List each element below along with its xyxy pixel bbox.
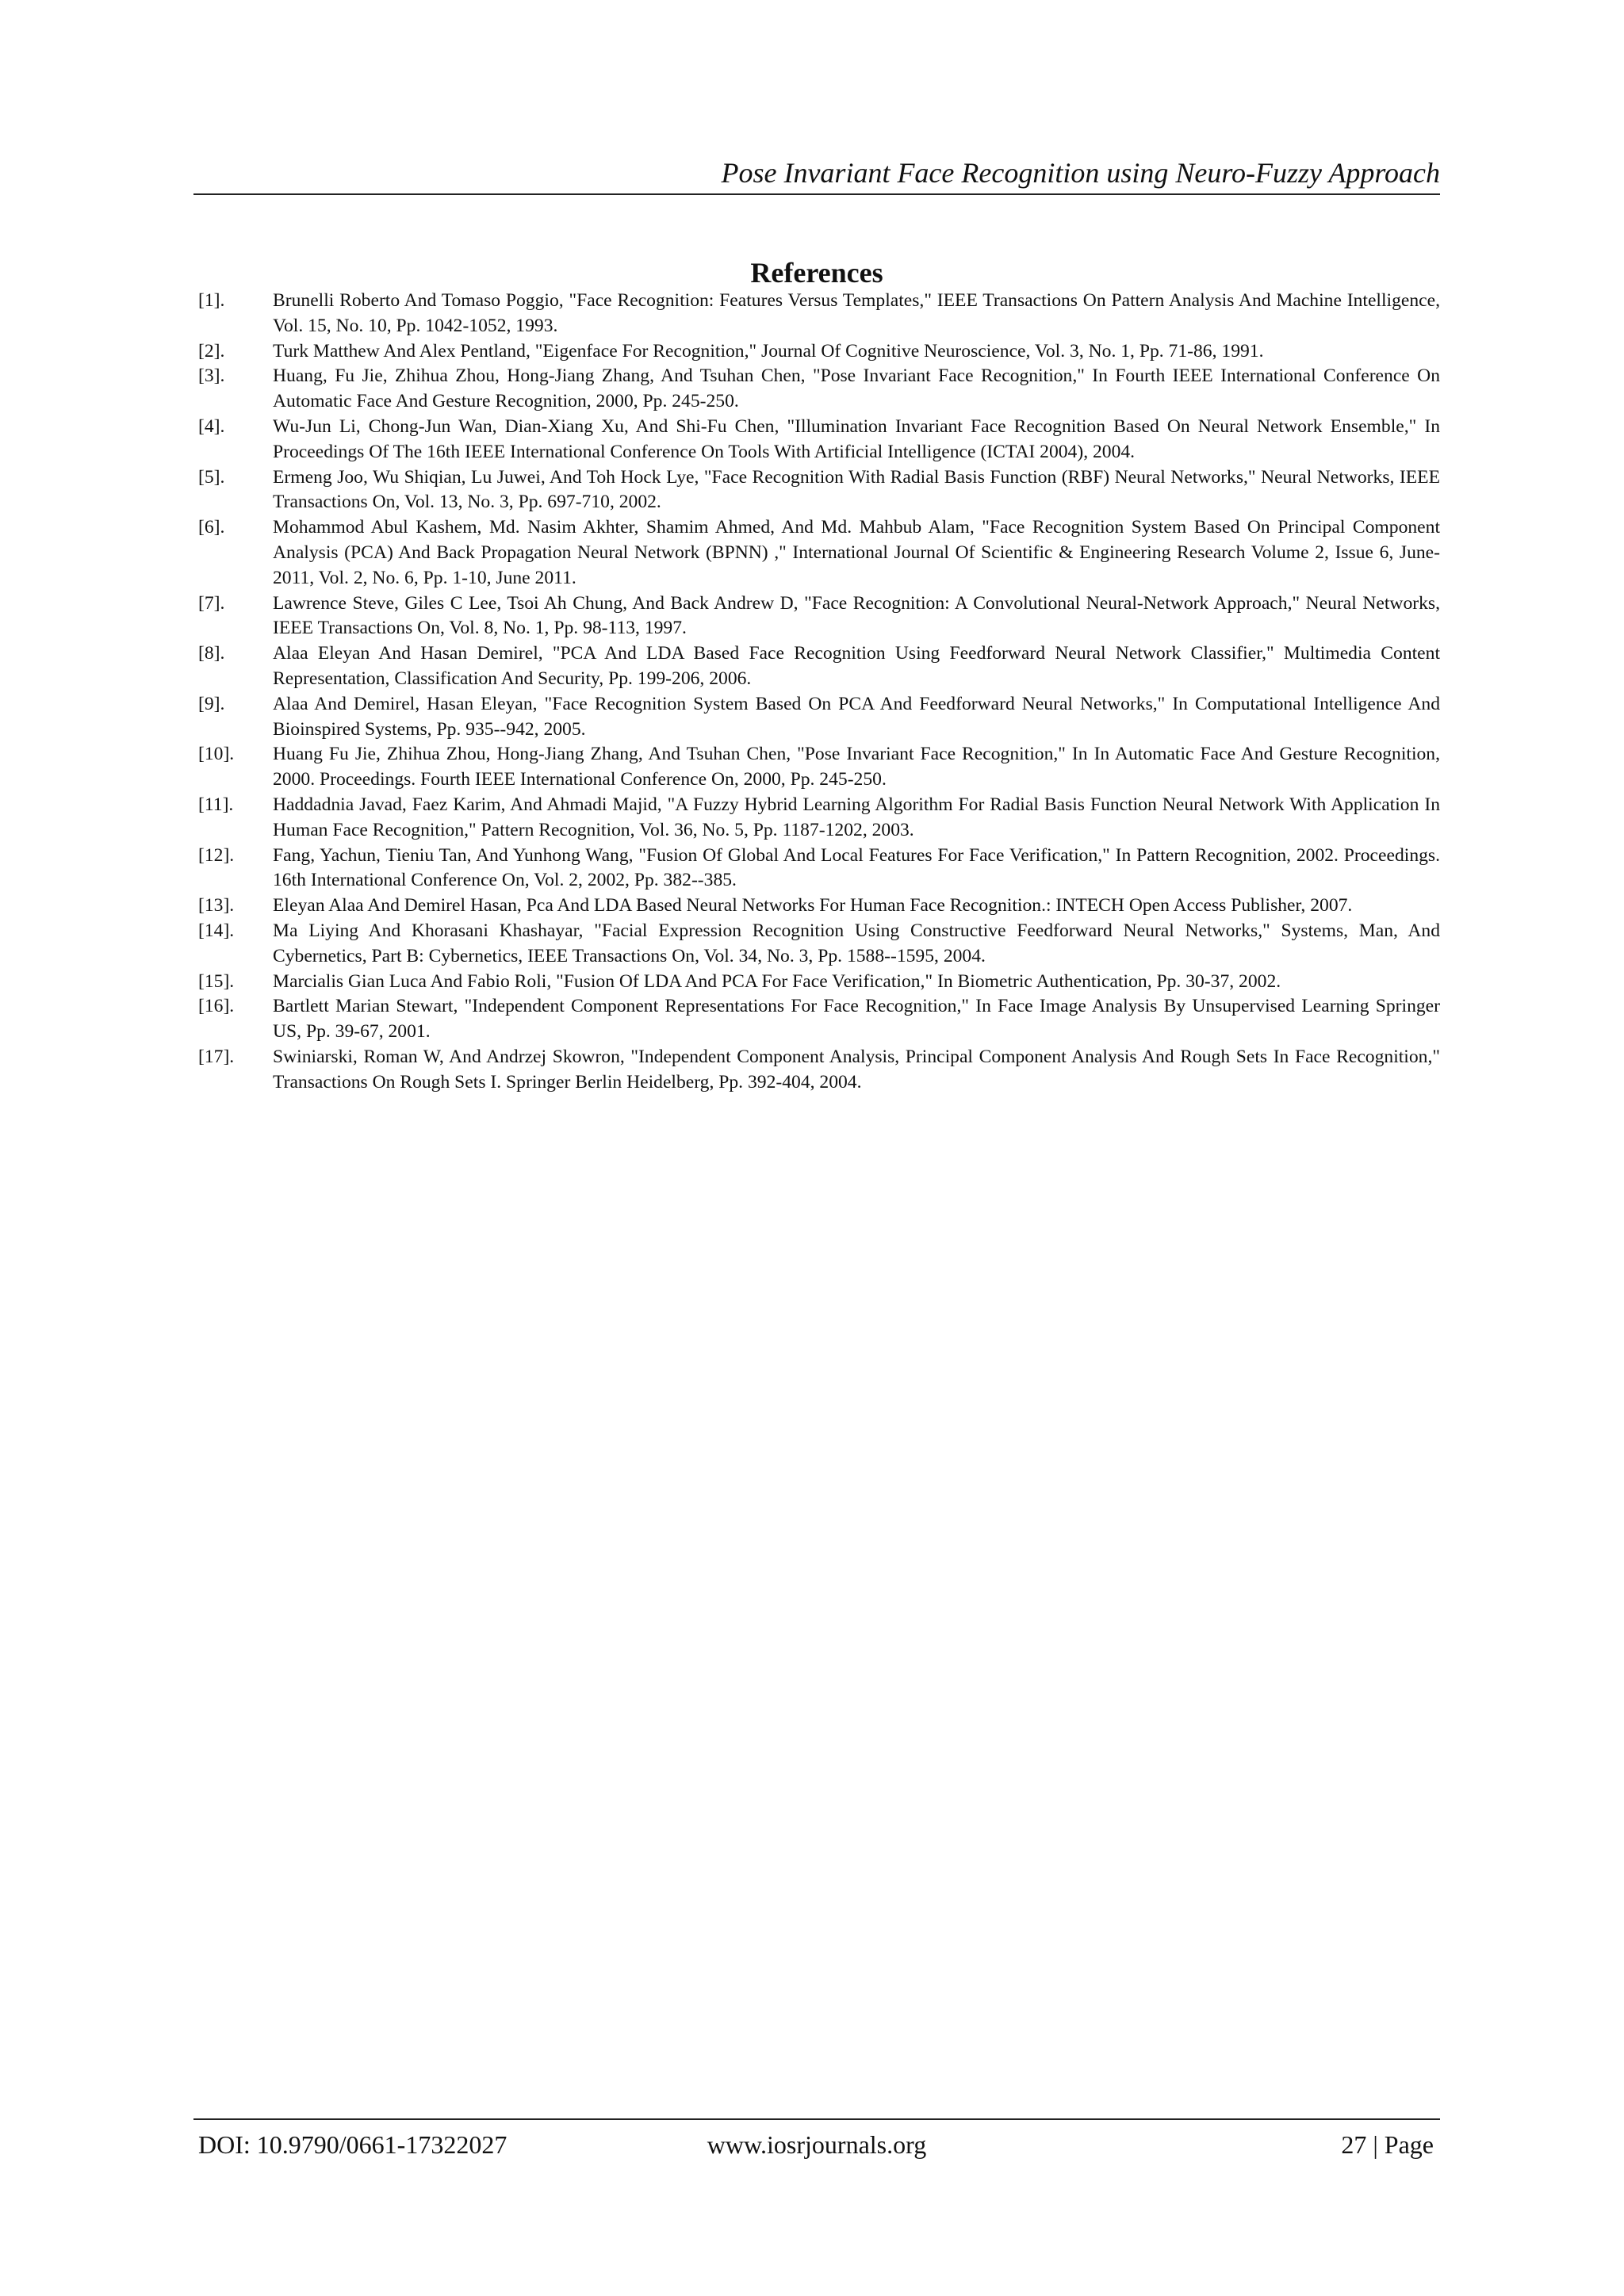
footer-website: www.iosrjournals.org	[707, 2130, 927, 2159]
reference-number: [13].	[198, 895, 235, 916]
reference-text: Swiniarski, Roman W, And Andrzej Skowron, "Independent Component Analysis, Principal Component Analysis And Rough Sets In Face Recognition," Transactions On Rough Sets I. Springer Berlin Heidelberg, Pp. 392-404, 2004.	[273, 1046, 1440, 1093]
reference-item	[198, 339, 1440, 365]
footer-doi: DOI: 10.9790/0661-17322027	[198, 2130, 508, 2159]
reference-item	[198, 465, 1440, 516]
reference-number: [9].	[198, 693, 225, 714]
reference-text: Marcialis Gian Luca And Fabio Roli, "Fusion Of LDA And PCA For Face Verification," In Biometric Authentication, Pp. 30-37, 2002.	[273, 970, 1281, 992]
reference-text: Eleyan Alaa And Demirel Hasan, Pca And LDA Based Neural Networks For Human Face Recognition.: INTECH Open Access Publisher, 2007.	[273, 895, 1353, 916]
reference-number: [3].	[198, 365, 225, 387]
footer-page-number: 27 | Page	[1341, 2130, 1434, 2159]
reference-text: Haddadnia Javad, Faez Karim, And Ahmadi Majid, "A Fuzzy Hybrid Learning Algorithm For Radial Basis Function Neural Network With Application In Human Face Recognition," Pattern Recognition, Vol. 36, No. 5, Pp. 1187-1202, 2003.	[273, 794, 1440, 840]
reference-number: [5].	[198, 466, 225, 488]
reference-item	[198, 289, 1440, 339]
reference-number: [1].	[198, 290, 225, 311]
reference-number: [7].	[198, 592, 225, 614]
reference-text: Mohammod Abul Kashem, Md. Nasim Akhter, Shamim Ahmed, And Md. Mahbub Alam, "Face Recognition System Based On Principal Component Analysis (PCA) And Back Propagation Neural Network (BPNN) ," International Journal Of Scientific & Engineering Research Volume 2, Issue 6, June-2011, Vol. 2, No. 6, Pp. 1-10, June 2011.	[273, 517, 1440, 588]
reference-item	[198, 844, 1440, 894]
reference-number: [6].	[198, 517, 225, 538]
reference-text: Alaa Eleyan And Hasan Demirel, "PCA And LDA Based Face Recognition Using Feedforward Neural Network Classifier," Multimedia Content Representation, Classification And Security, Pp. 199-206, 2006.	[273, 643, 1440, 689]
reference-number: [11].	[198, 794, 234, 815]
reference-text: Lawrence Steve, Giles C Lee, Tsoi Ah Chung, And Back Andrew D, "Face Recognition: A Convolutional Neural-Network Approach," Neural Networks, IEEE Transactions On, Vol. 8, No. 1, Pp. 98-113, 1997.	[273, 592, 1440, 639]
reference-item	[198, 970, 1440, 995]
references-heading: References	[750, 257, 883, 289]
reference-number: [14].	[198, 920, 235, 941]
reference-text: Ma Liying And Khorasani Khashayar, "Facial Expression Recognition Using Constructive Feedforward Neural Networks," Systems, Man, And Cybernetics, Part B: Cybernetics, IEEE Transactions On, Vol. 34, No. 3, Pp. 1588--1595, 2004.	[273, 920, 1440, 966]
reference-text: Wu-Jun Li, Chong-Jun Wan, Dian-Xiang Xu, And Shi-Fu Chen, "Illumination Invariant Face Recognition Based On Neural Network Ensemble," In Proceedings Of The 16th IEEE International Conference On Tools With Artificial Intelligence (ICTAI 2004), 2004.	[273, 415, 1440, 462]
reference-number: [4].	[198, 415, 225, 437]
reference-text: Bartlett Marian Stewart, "Independent Component Representations For Face Recognition," In Face Image Analysis By Unsupervised Learning Springer US, Pp. 39-67, 2001.	[273, 996, 1440, 1043]
reference-item	[198, 919, 1440, 970]
reference-number: [10].	[198, 744, 235, 765]
reference-item	[198, 591, 1440, 642]
running-header	[193, 155, 1440, 195]
reference-number: [15].	[198, 970, 235, 992]
running-title: Pose Invariant Face Recognition using Neuro-Fuzzy Approach	[721, 157, 1440, 189]
reference-item	[198, 994, 1440, 1045]
reference-number: [8].	[198, 643, 225, 664]
reference-item	[198, 894, 1440, 919]
reference-item	[198, 515, 1440, 591]
reference-item	[198, 415, 1440, 465]
page-footer	[193, 2118, 1440, 2161]
reference-text: Fang, Yachun, Tieniu Tan, And Yunhong Wang, "Fusion Of Global And Local Features For Face Verification," In Pattern Recognition, 2002. Proceedings. 16th International Conference On, Vol. 2, 2002, Pp. 382--385.	[273, 844, 1440, 891]
reference-number: [17].	[198, 1046, 235, 1067]
reference-text: Huang Fu Jie, Zhihua Zhou, Hong-Jiang Zhang, And Tsuhan Chen, "Pose Invariant Face Recognition," In In Automatic Face And Gesture Recognition, 2000. Proceedings. Fourth IEEE International Conference On, 2000, Pp. 245-250.	[273, 744, 1440, 790]
reference-text: Turk Matthew And Alex Pentland, "Eigenface For Recognition," Journal Of Cognitive Neuroscience, Vol. 3, No. 1, Pp. 71-86, 1991.	[273, 340, 1264, 362]
reference-text: Alaa And Demirel, Hasan Eleyan, "Face Recognition System Based On PCA And Feedforward Neural Networks," In Computational Intelligence And Bioinspired Systems, Pp. 935--942, 2005.	[273, 693, 1440, 740]
reference-item	[198, 742, 1440, 793]
reference-item	[198, 793, 1440, 844]
reference-item	[198, 692, 1440, 743]
reference-list	[198, 289, 1440, 1096]
reference-number: [12].	[198, 844, 235, 866]
reference-number: [16].	[198, 996, 235, 1017]
reference-text: Ermeng Joo, Wu Shiqian, Lu Juwei, And Toh Hock Lye, "Face Recognition With Radial Basis Function (RBF) Neural Networks," Neural Networks, IEEE Transactions On, Vol. 13, No. 3, Pp. 697-710, 2002.	[273, 466, 1440, 513]
reference-number: [2].	[198, 340, 225, 362]
reference-item	[198, 641, 1440, 692]
reference-text: Huang, Fu Jie, Zhihua Zhou, Hong-Jiang Zhang, And Tsuhan Chen, "Pose Invariant Face Recognition," In Fourth IEEE International Conference On Automatic Face And Gesture Recognition, 2000, Pp. 245-250.	[273, 365, 1440, 412]
reference-item	[198, 1045, 1440, 1096]
reference-item	[198, 364, 1440, 415]
reference-text: Brunelli Roberto And Tomaso Poggio, "Face Recognition: Features Versus Templates," IEEE Transactions On Pattern Analysis And Machine Intelligence, Vol. 15, No. 10, Pp. 1042-1052, 1993.	[273, 290, 1440, 336]
